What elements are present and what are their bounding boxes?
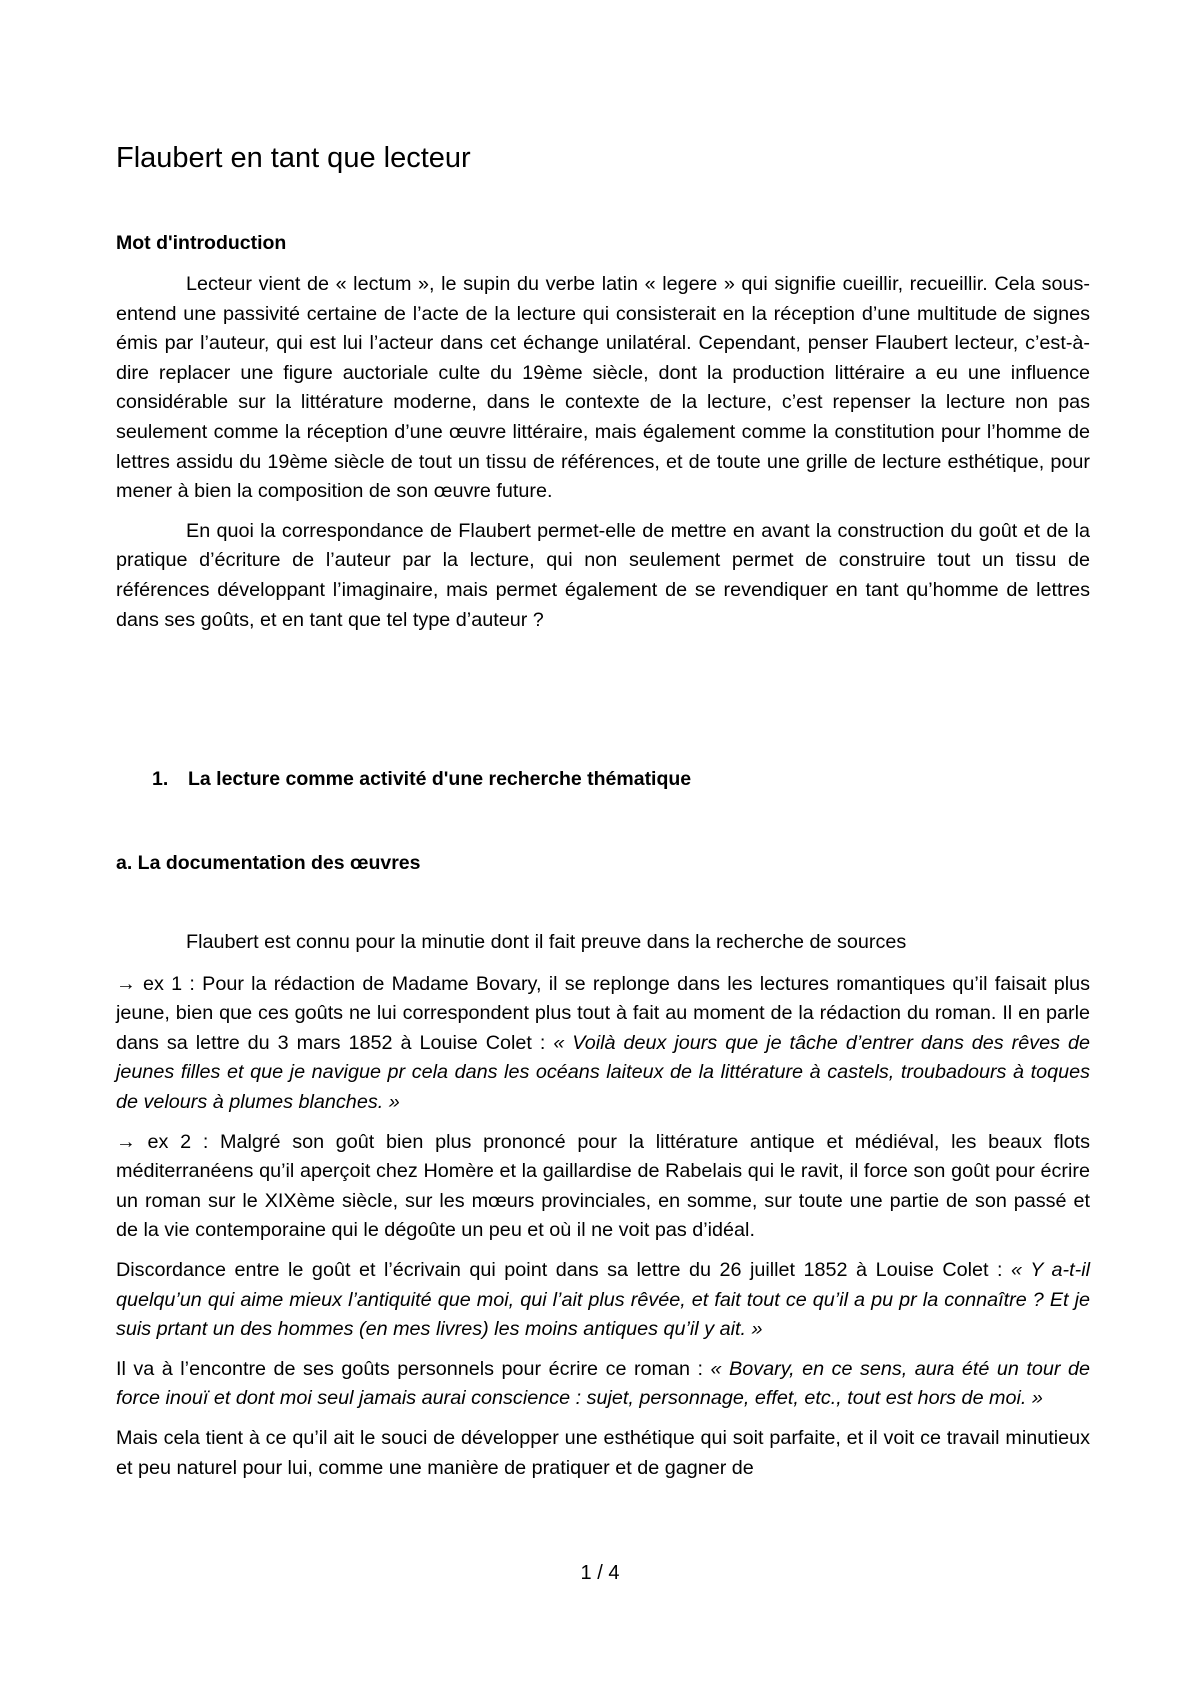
discordance-text: Discordance entre le goût et l’écrivain qui point dans sa lettre du 26 juillet 1852 à Louise Colet : (116, 1258, 1012, 1281)
discordance-quote: « Y a-t-il quelqu’un qui aime mieux l’antiquité que moi, qui l’ait plus rêvée, et fait tout ce qu’il a pu pr la connaître ? Et je suis prtant un des hommes (en mes livres) les moins antiques qu’il y ait. » (116, 1258, 1090, 1341)
closing-paragraph: Mais cela tient à ce qu’il ait le souci de développer une esthétique qui soit parfaite, et il voit ce travail minutieux et peu naturel pour lui, comme une manière de pratiquer et de gagner de (116, 1426, 1090, 1479)
subsection-intro: Flaubert est connu pour la minutie dont il fait preuve dans la recherche de sources (186, 931, 907, 953)
subsection-heading: a. La documentation des œuvres (116, 852, 421, 874)
subsection-body (116, 928, 1090, 1493)
example-1-paragraph (116, 970, 1090, 1118)
page-number: 1 / 4 (580, 1562, 620, 1584)
encounter-text: Il va à l’encontre de ses goûts personnels pour écrire ce roman : (116, 1357, 711, 1380)
section-title: La lecture comme activité d'une recherche thématique (188, 768, 692, 790)
document-title: Flaubert en tant que lecteur (116, 142, 471, 174)
section-number: 1. (152, 768, 169, 790)
example-2-paragraph: → ex 2 : Malgré son goût bien plus prononcé pour la littérature antique et médiéval, les beaux flots méditerranéens qu’il aperçoit chez Homère et la gaillardise de Rabelais qui le ravit, il force son goût pour écrire un roman sur le XIXème siècle, sur les mœurs provinciales, en somme, sur toute une partie de son passé et de la vie contemporaine qui le dégoûte un peu et où il ne voit pas d’idéal. (116, 1130, 1090, 1242)
discordance-paragraph (116, 1256, 1090, 1345)
intro-section (116, 270, 1090, 645)
section-heading (152, 768, 691, 791)
intro-heading: Mot d'introduction (116, 232, 287, 254)
example-1-quote: « Voilà deux jours que je tâche d’entrer dans des rêves de jeunes filles et que je navigue pr cela dans les océans laiteux de la littérature à castels, troubadours à toques de velours à plumes blanches. » (116, 1031, 1090, 1113)
encounter-quote: « Bovary, en ce sens, aura été un tour de force inouï et dont moi seul jamais aurai conscience : sujet, personnage, effet, etc., tout est hors de moi. » (116, 1357, 1090, 1410)
encounter-paragraph (116, 1355, 1090, 1414)
example-1-text: → ex 1 : Pour la rédaction de Madame Bovary, il se replonge dans les lectures romantiques qu’il faisait plus jeune, bien que ces goûts ne lui correspondent plus tout à fait au moment de la rédaction du roman. Il en parle dans sa lettre du 3 mars 1852 à Louise Colet : (116, 972, 1090, 1054)
intro-paragraph-2: En quoi la correspondance de Flaubert permet-elle de mettre en avant la construction du goût et de la pratique d’écriture de l’auteur par la lecture, qui non seulement permet de construire tout un tissu de références développant l’imaginaire, mais permet également de se revendiquer en tant qu’homme de lettres dans ses goûts, et en tant que tel type d’auteur ? (116, 519, 1090, 631)
intro-paragraph-1: Lecteur vient de « lectum », le supin du verbe latin « legere » qui signifie cueillir, recueillir. Cela sous-entend une passivité certaine de l’acte de la lecture qui consisterait en la réception d’une multitude de signes émis par l’auteur, qui est lui l’acteur dans cet échange unilatéral. Cependant, penser Flaubert lecteur, c’est-à-dire replacer une figure auctoriale culte du 19ème siècle, dont la production littéraire a eu une influence considérable sur la littérature moderne, dans le contexte de la lecture, c’est repenser la lecture non pas seulement comme la réception d’une œuvre littéraire, mais également comme la constitution pour l’homme de lettres assidu du 19ème siècle de tout un tissu de références, et de toute une grille de lecture esthétique, pour mener à bien la composition de son œuvre future. (116, 273, 1090, 503)
